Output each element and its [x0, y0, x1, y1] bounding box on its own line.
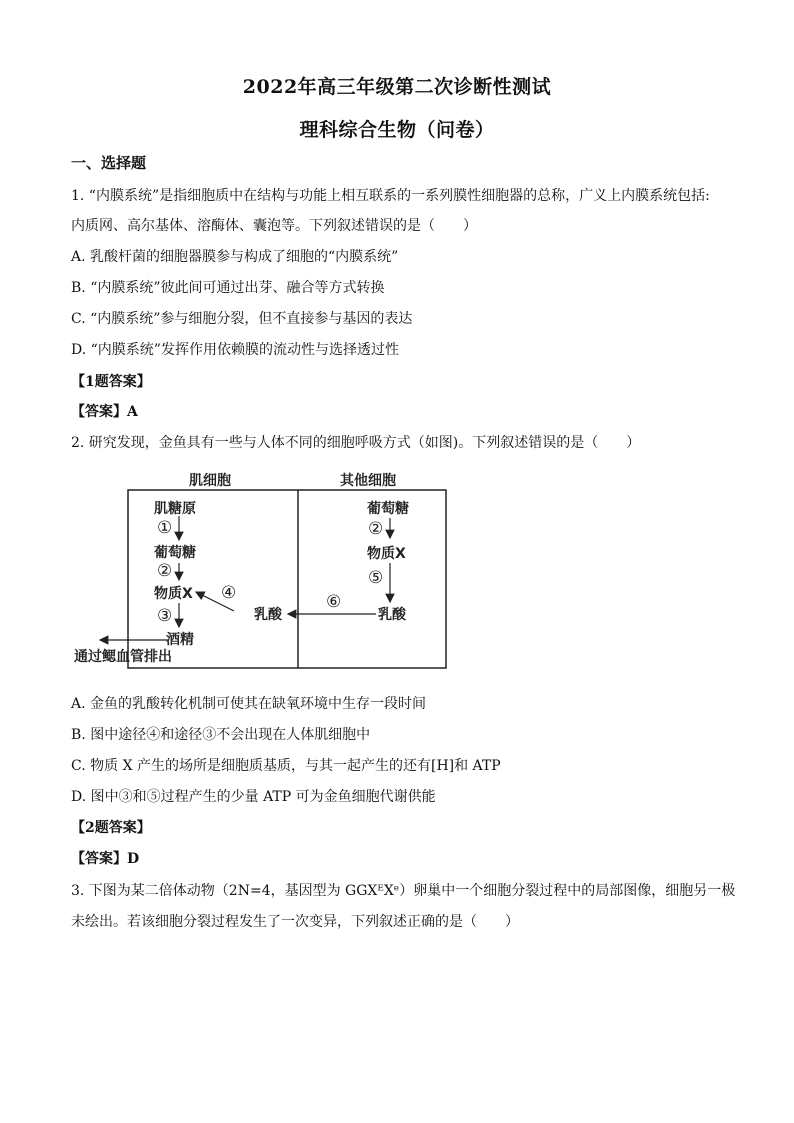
- glucose-left-label: 葡萄糖: [154, 545, 196, 561]
- step2-right-marker: ②: [368, 519, 384, 539]
- lactic-right-label: 乳酸: [378, 607, 406, 623]
- lactic-left-label: 乳酸: [254, 607, 282, 623]
- step4-marker: ④: [221, 583, 237, 603]
- page-title: 2022年高三年级第二次诊断性测试: [242, 76, 552, 98]
- substance-x-left-label: 物质X: [154, 586, 193, 602]
- page-subtitle: 理科综合生物（问卷）: [299, 119, 495, 141]
- q1-stem-line1: 1. “内膜系统”是指细胞质中在结构与功能上相互联系的一系列膜性细胞器的总称，广义上内膜系统包括:: [71, 188, 710, 204]
- q1-option-c: C. “内膜系统”参与细胞分裂，但不直接参与基因的表达: [71, 311, 413, 327]
- step3-marker: ③: [157, 606, 173, 626]
- q1-stem-line2: 内质网、高尔基体、溶酶体、囊泡等。下列叙述错误的是（ ）: [71, 218, 477, 234]
- muscle-cell-header: 肌细胞: [189, 473, 231, 489]
- q2-answer: 【答案】D: [71, 851, 140, 867]
- other-cell-header: 其他细胞: [340, 473, 396, 489]
- substance-x-right-label: 物质X: [367, 546, 406, 562]
- diagram-lines: [64, 464, 454, 674]
- q2-option-c: C. 物质 X 产生的场所是细胞质基质，与其一起产生的还有[H]和 ATP: [71, 758, 501, 774]
- step1-marker: ①: [157, 518, 173, 538]
- muscle-glycogen-label: 肌糖原: [154, 501, 196, 517]
- q1-answer-heading: 【1题答案】: [71, 374, 151, 390]
- alcohol-label: 酒精: [166, 632, 194, 648]
- q2-option-b: B. 图中途径④和途径③不会出现在人体肌细胞中: [71, 727, 371, 743]
- step5-marker: ⑤: [368, 568, 384, 588]
- respiration-diagram: [64, 464, 454, 674]
- excrete-label: 通过鳃血管排出: [74, 649, 172, 665]
- q1-option-d: D. “内膜系统”发挥作用依赖膜的流动性与选择透过性: [71, 342, 399, 358]
- q2-option-d: D. 图中③和⑤过程产生的少量 ATP 可为金鱼细胞代谢供能: [71, 789, 436, 805]
- section-heading: 一、选择题: [71, 154, 147, 172]
- q2-option-a: A. 金鱼的乳酸转化机制可使其在缺氧环境中生存一段时间: [71, 696, 427, 712]
- glucose-right-label: 葡萄糖: [367, 501, 409, 517]
- q1-option-b: B. “内膜系统”彼此间可通过出芽、融合等方式转换: [71, 280, 385, 296]
- step2-left-marker: ②: [157, 561, 173, 581]
- q1-option-a: A. 乳酸杆菌的细胞器膜参与构成了细胞的“内膜系统”: [71, 249, 399, 265]
- q1-answer: 【答案】A: [71, 404, 138, 420]
- q2-answer-heading: 【2题答案】: [71, 820, 151, 836]
- q3-stem-line1: 3. 下图为某二倍体动物（2N=4，基因型为 GGXᴱXᵉ）卵巢中一个细胞分裂过程中的局部图像，细胞另一极: [71, 883, 736, 899]
- q2-stem: 2. 研究发现，金鱼具有一些与人体不同的细胞呼吸方式（如图)。下列叙述错误的是（ ）: [71, 435, 641, 451]
- q3-stem-line2: 未绘出。若该细胞分裂过程发生了一次变异，下列叙述正确的是（ ）: [71, 914, 519, 930]
- step6-marker: ⑥: [326, 592, 342, 612]
